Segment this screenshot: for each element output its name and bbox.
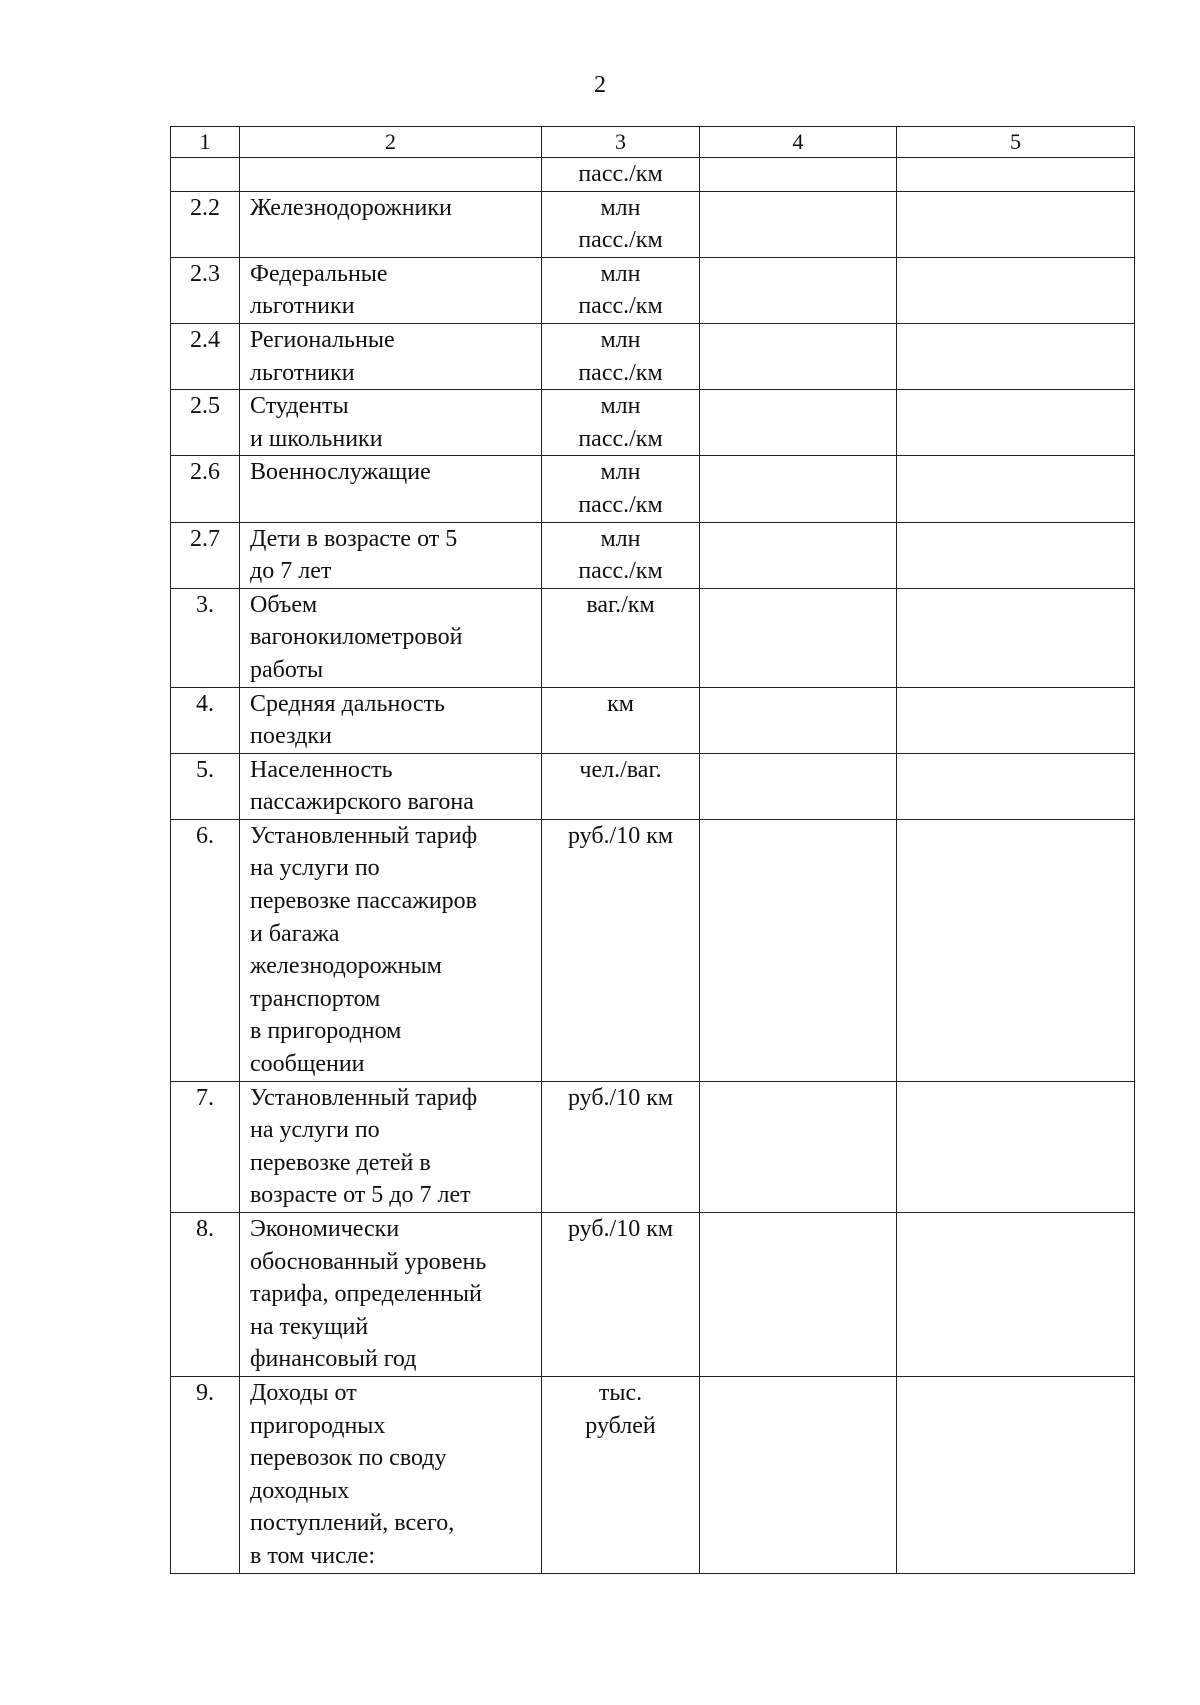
row-unit: млн пасс./км (542, 191, 700, 257)
row-unit: млн пасс./км (542, 522, 700, 588)
row-name: Дети в возрасте от 5 до 7 лет (240, 522, 542, 588)
row-unit: млн пасс./км (542, 257, 700, 323)
table-row (171, 522, 1135, 588)
row-name: Населенность пассажирского вагона (240, 753, 542, 819)
table-row (171, 191, 1135, 257)
page-number: 2 (594, 72, 606, 98)
row-value-4 (700, 456, 897, 522)
row-name: Региональные льготники (240, 323, 542, 389)
row-number (171, 158, 240, 192)
table-row (171, 1376, 1135, 1573)
table-row (171, 819, 1135, 1081)
row-value-5 (897, 191, 1135, 257)
column-header-3: 3 (542, 127, 700, 158)
table-row (171, 158, 1135, 192)
row-unit: млн пасс./км (542, 390, 700, 456)
data-table (170, 126, 1135, 1574)
row-value-4 (700, 1213, 897, 1377)
table-row (171, 753, 1135, 819)
row-number: 2.5 (171, 390, 240, 456)
column-header-5: 5 (897, 127, 1135, 158)
row-value-5 (897, 819, 1135, 1081)
table-row (171, 390, 1135, 456)
row-value-4 (700, 390, 897, 456)
row-name: Экономически обоснованный уровень тарифа, определенный на текущий финансовый год (240, 1213, 542, 1377)
row-number: 8. (171, 1213, 240, 1377)
table-row (171, 1213, 1135, 1377)
row-unit: км (542, 687, 700, 753)
row-value-4 (700, 1376, 897, 1573)
column-header-1: 1 (171, 127, 240, 158)
row-unit: руб./10 км (542, 819, 700, 1081)
row-value-5 (897, 1376, 1135, 1573)
row-unit: тыс. рублей (542, 1376, 700, 1573)
row-value-4 (700, 687, 897, 753)
row-name (240, 158, 542, 192)
row-number: 7. (171, 1081, 240, 1212)
row-name: Железнодорожники (240, 191, 542, 257)
column-header-4: 4 (700, 127, 897, 158)
row-value-4 (700, 191, 897, 257)
row-unit: чел./ваг. (542, 753, 700, 819)
row-value-5 (897, 522, 1135, 588)
column-header-2: 2 (240, 127, 542, 158)
row-value-4 (700, 257, 897, 323)
row-number: 9. (171, 1376, 240, 1573)
row-name: Студенты и школьники (240, 390, 542, 456)
row-value-4 (700, 323, 897, 389)
row-number: 4. (171, 687, 240, 753)
table-row (171, 323, 1135, 389)
row-number: 2.2 (171, 191, 240, 257)
row-unit: ваг./км (542, 588, 700, 687)
row-unit: млн пасс./км (542, 456, 700, 522)
row-value-5 (897, 257, 1135, 323)
row-number: 5. (171, 753, 240, 819)
row-value-5 (897, 390, 1135, 456)
row-value-5 (897, 158, 1135, 192)
row-name: Средняя дальность поездки (240, 687, 542, 753)
row-value-4 (700, 819, 897, 1081)
row-value-4 (700, 158, 897, 192)
row-name: Военнослужащие (240, 456, 542, 522)
table-row (171, 456, 1135, 522)
table-row (171, 1081, 1135, 1212)
row-unit: руб./10 км (542, 1213, 700, 1377)
row-name: Федеральные льготники (240, 257, 542, 323)
row-unit: млн пасс./км (542, 323, 700, 389)
row-value-5 (897, 456, 1135, 522)
table-row (171, 257, 1135, 323)
row-number: 2.4 (171, 323, 240, 389)
row-number: 3. (171, 588, 240, 687)
row-number: 6. (171, 819, 240, 1081)
row-value-5 (897, 323, 1135, 389)
row-name: Доходы от пригородных перевозок по своду доходных поступлений, всего, в том числе: (240, 1376, 542, 1573)
row-value-4 (700, 753, 897, 819)
header-row (171, 127, 1135, 158)
table-row (171, 588, 1135, 687)
row-number: 2.7 (171, 522, 240, 588)
row-value-4 (700, 522, 897, 588)
row-name: Объем вагонокилометровой работы (240, 588, 542, 687)
row-value-4 (700, 588, 897, 687)
row-value-4 (700, 1081, 897, 1212)
table-row (171, 687, 1135, 753)
table-body (171, 158, 1135, 1574)
row-number: 2.6 (171, 456, 240, 522)
row-name: Установленный тариф на услуги по перевозке пассажиров и багажа железнодорожным транспортом в пригородном сообщении (240, 819, 542, 1081)
row-value-5 (897, 1213, 1135, 1377)
row-value-5 (897, 588, 1135, 687)
row-unit: пасс./км (542, 158, 700, 192)
row-value-5 (897, 687, 1135, 753)
row-value-5 (897, 1081, 1135, 1212)
row-unit: руб./10 км (542, 1081, 700, 1212)
row-number: 2.3 (171, 257, 240, 323)
row-value-5 (897, 753, 1135, 819)
row-name: Установленный тариф на услуги по перевозке детей в возрасте от 5 до 7 лет (240, 1081, 542, 1212)
